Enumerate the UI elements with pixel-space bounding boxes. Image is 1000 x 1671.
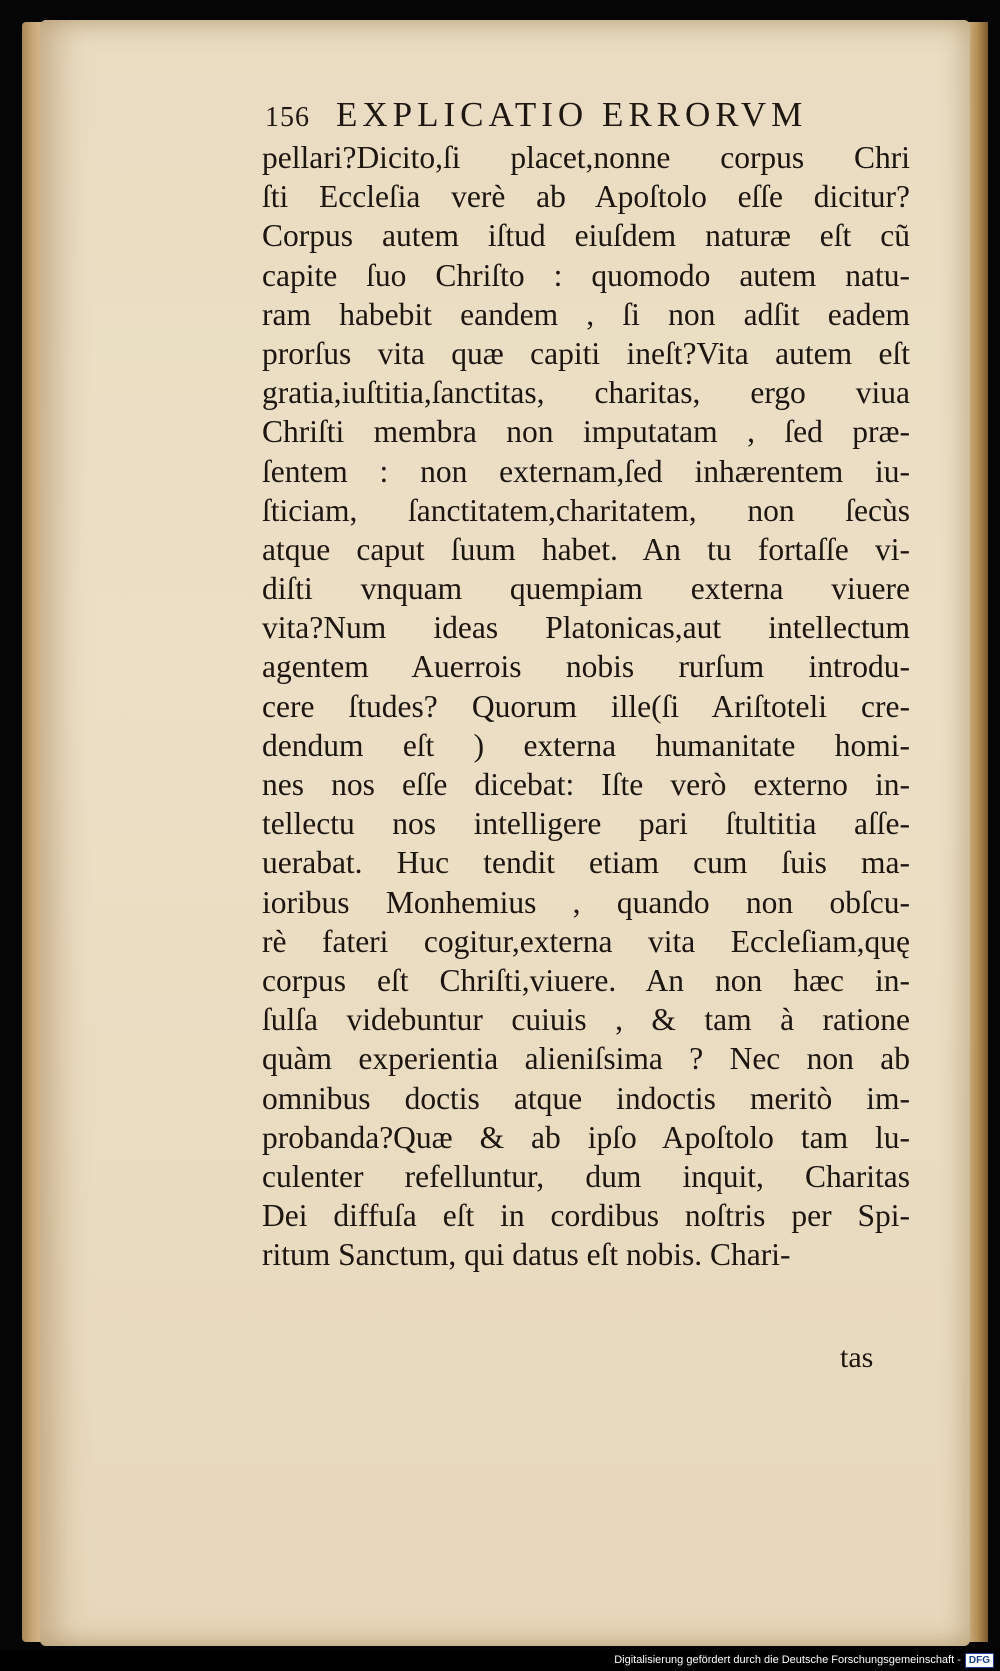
text-line: prorſus vita quæ capiti ineſt?Vita autem eſt [262,335,910,371]
running-title: EXPLICATIO ERRORVM [336,95,808,134]
text-line: capite ſuo Chriſto : quomodo autem natu- [262,257,910,293]
text-line: rè fateri cogitur,externa vita Eccleſiam,quę [262,923,910,959]
text-line: culenter refelluntur, dum inquit, Charitas [262,1158,910,1194]
text-line: corpus eſt Chriſti,viuere. An non hæc in- [262,962,910,998]
catchword: tas [840,1341,874,1374]
body-text [262,138,910,1274]
text-line: probanda?Quæ & ab ipſo Apoſtolo tam lu- [262,1119,910,1155]
text-line: atque caput ſuum habet. An tu fortaſſe vi- [262,531,910,567]
text-line: Corpus autem iſtud eiuſdem naturæ eſt cũ [262,218,910,254]
text-line: ſentem : non externam,ſed inhærentem iu- [262,453,910,489]
text-line: cere ſtudes? Quorum ille(ſi Ariſtoteli cre- [262,688,910,724]
text-line: Dei diffuſa eſt in cordibus noſtris per Spi- [262,1198,910,1234]
text-line: nes nos eſſe dicebat: Iſte verò externo in- [262,767,910,802]
text-line: dendum eſt ) externa humanitate homi- [262,727,910,763]
text-line: ſticiam, ſanctitatem,charitatem, non ſecùs [262,492,910,528]
text-line: gratia,iuſtitia,ſanctitas, charitas, ergo viua [262,375,910,411]
text-line: uerabat. Huc tendit etiam cum ſuis ma- [262,845,910,881]
text-line: ioribus Monhemius , quando non obſcu- [262,884,910,920]
text-line: ritum Sanctum, qui datus eſt nobis. Chari- [262,1237,791,1273]
text-line: agentem Auerrois nobis rurſum introdu- [262,649,910,685]
text-line: tellectu nos intelligere pari ſtultitia aſſe- [262,806,910,842]
text-line: omnibus doctis atque indoctis meritò im- [262,1080,910,1116]
digitization-footer [0,1650,1000,1671]
page-number: 156 [265,102,310,133]
dfg-logo-icon: DFG [965,1653,994,1668]
text-line: ſulſa videbuntur cuiuis , & tam à ratione [262,1002,910,1038]
text-line: ram habebit eandem , ſi non adſit eadem [262,296,910,332]
text-line: pellari?Dicito,ſi placet,nonne corpus Chri [262,140,910,175]
page-header [265,95,905,141]
text-line: ſti Eccleſia verè ab Apoſtolo eſſe dicitur? [262,179,910,215]
text-line: diſti vnquam quempiam externa viuere [262,571,910,607]
text-line: Chriſti membra non imputatam , ſed præ- [262,414,910,450]
text-line: quàm experientia alieniſsima ? Nec non ab [262,1041,910,1077]
footer-credit: Digitalisierung gefördert durch die Deutsche Forschungsgemeinschaft - [614,1654,961,1666]
text-line: vita?Num ideas Platonicas,aut intellectum [262,610,910,646]
